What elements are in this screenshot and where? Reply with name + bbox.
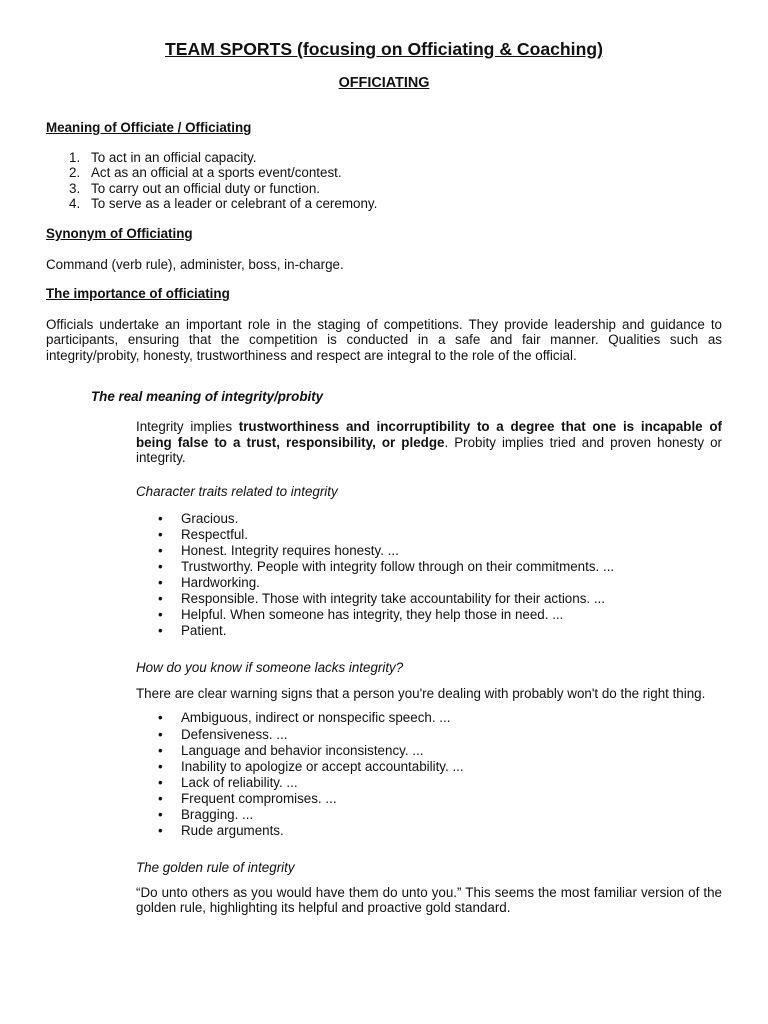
meaning-list <box>46 150 722 212</box>
list-item: • Ambiguous, indirect or nonspecific speech. ... <box>136 710 722 726</box>
list-item: • Defensiveness. ... <box>136 727 722 743</box>
list-item: 2. Act as an official at a sports event/contest. <box>69 165 342 181</box>
list-item: • Honest. Integrity requires honesty. ... <box>136 543 722 559</box>
lacks-list <box>136 710 722 839</box>
list-item: • Trustworthy. People with integrity follow through on their commitments. ... <box>136 559 722 575</box>
list-item: • Patient. <box>136 623 722 639</box>
list-item: 4. To serve as a leader or celebrant of a ceremony. <box>69 196 378 212</box>
importance-heading: The importance of officiating <box>46 286 230 302</box>
list-item: • Hardworking. <box>136 575 722 591</box>
golden-text: “Do unto others as you would have them do unto you.” This seems the most familiar version of the golden rule, highlighting its helpful and proactive gold standard. <box>136 884 722 916</box>
list-item: • Rude arguments. <box>136 823 722 839</box>
integrity-heading: The real meaning of integrity/probity <box>91 388 324 404</box>
list-item: • Lack of reliability. ... <box>136 775 722 791</box>
document-title: TEAM SPORTS (focusing on Officiating & Coaching) <box>165 39 603 59</box>
list-item: 3. To carry out an official duty or function. <box>69 180 320 196</box>
synonym-heading: Synonym of Officiating <box>46 225 193 241</box>
traits-list <box>136 511 722 640</box>
integrity-intro: Integrity implies trustworthiness and incorruptibility to a degree that one is incapable of being false to a trust, responsibility, or pledge. Probity implies tried and proven honesty or integrity. <box>136 419 722 466</box>
lacks-heading: How do you know if someone lacks integrity? <box>136 660 404 676</box>
list-item: • Language and behavior inconsistency. ... <box>136 743 722 759</box>
list-item: • Inability to apologize or accept accountability. ... <box>136 759 722 775</box>
list-item: • Bragging. ... <box>136 807 722 823</box>
lacks-text: There are clear warning signs that a person you're dealing with probably won't do the right thing. <box>136 685 706 701</box>
list-item: • Responsible. Those with integrity take accountability for their actions. ... <box>136 591 722 607</box>
section-title: OFFICIATING <box>338 75 430 91</box>
traits-heading: Character traits related to integrity <box>136 483 338 499</box>
list-item: • Gracious. <box>136 511 722 527</box>
list-item: 1. To act in an official capacity. <box>69 149 257 165</box>
list-item: • Helpful. When someone has integrity, they help those in need. ... <box>136 607 722 623</box>
synonym-text: Command (verb rule), administer, boss, in-charge. <box>46 256 344 272</box>
meaning-heading: Meaning of Officiate / Officiating <box>46 120 252 135</box>
list-item: • Frequent compromises. ... <box>136 791 722 807</box>
list-item: • Respectful. <box>136 527 722 543</box>
golden-heading: The golden rule of integrity <box>136 860 295 876</box>
importance-text: Officials undertake an important role in the staging of competitions. They provide leadership and guidance to participants, ensuring that the competition is conducted in a safe and fair manner. Qualities such as integrity/probity, honesty, trustworthiness and respect are integral to the role of the official. <box>46 316 722 363</box>
